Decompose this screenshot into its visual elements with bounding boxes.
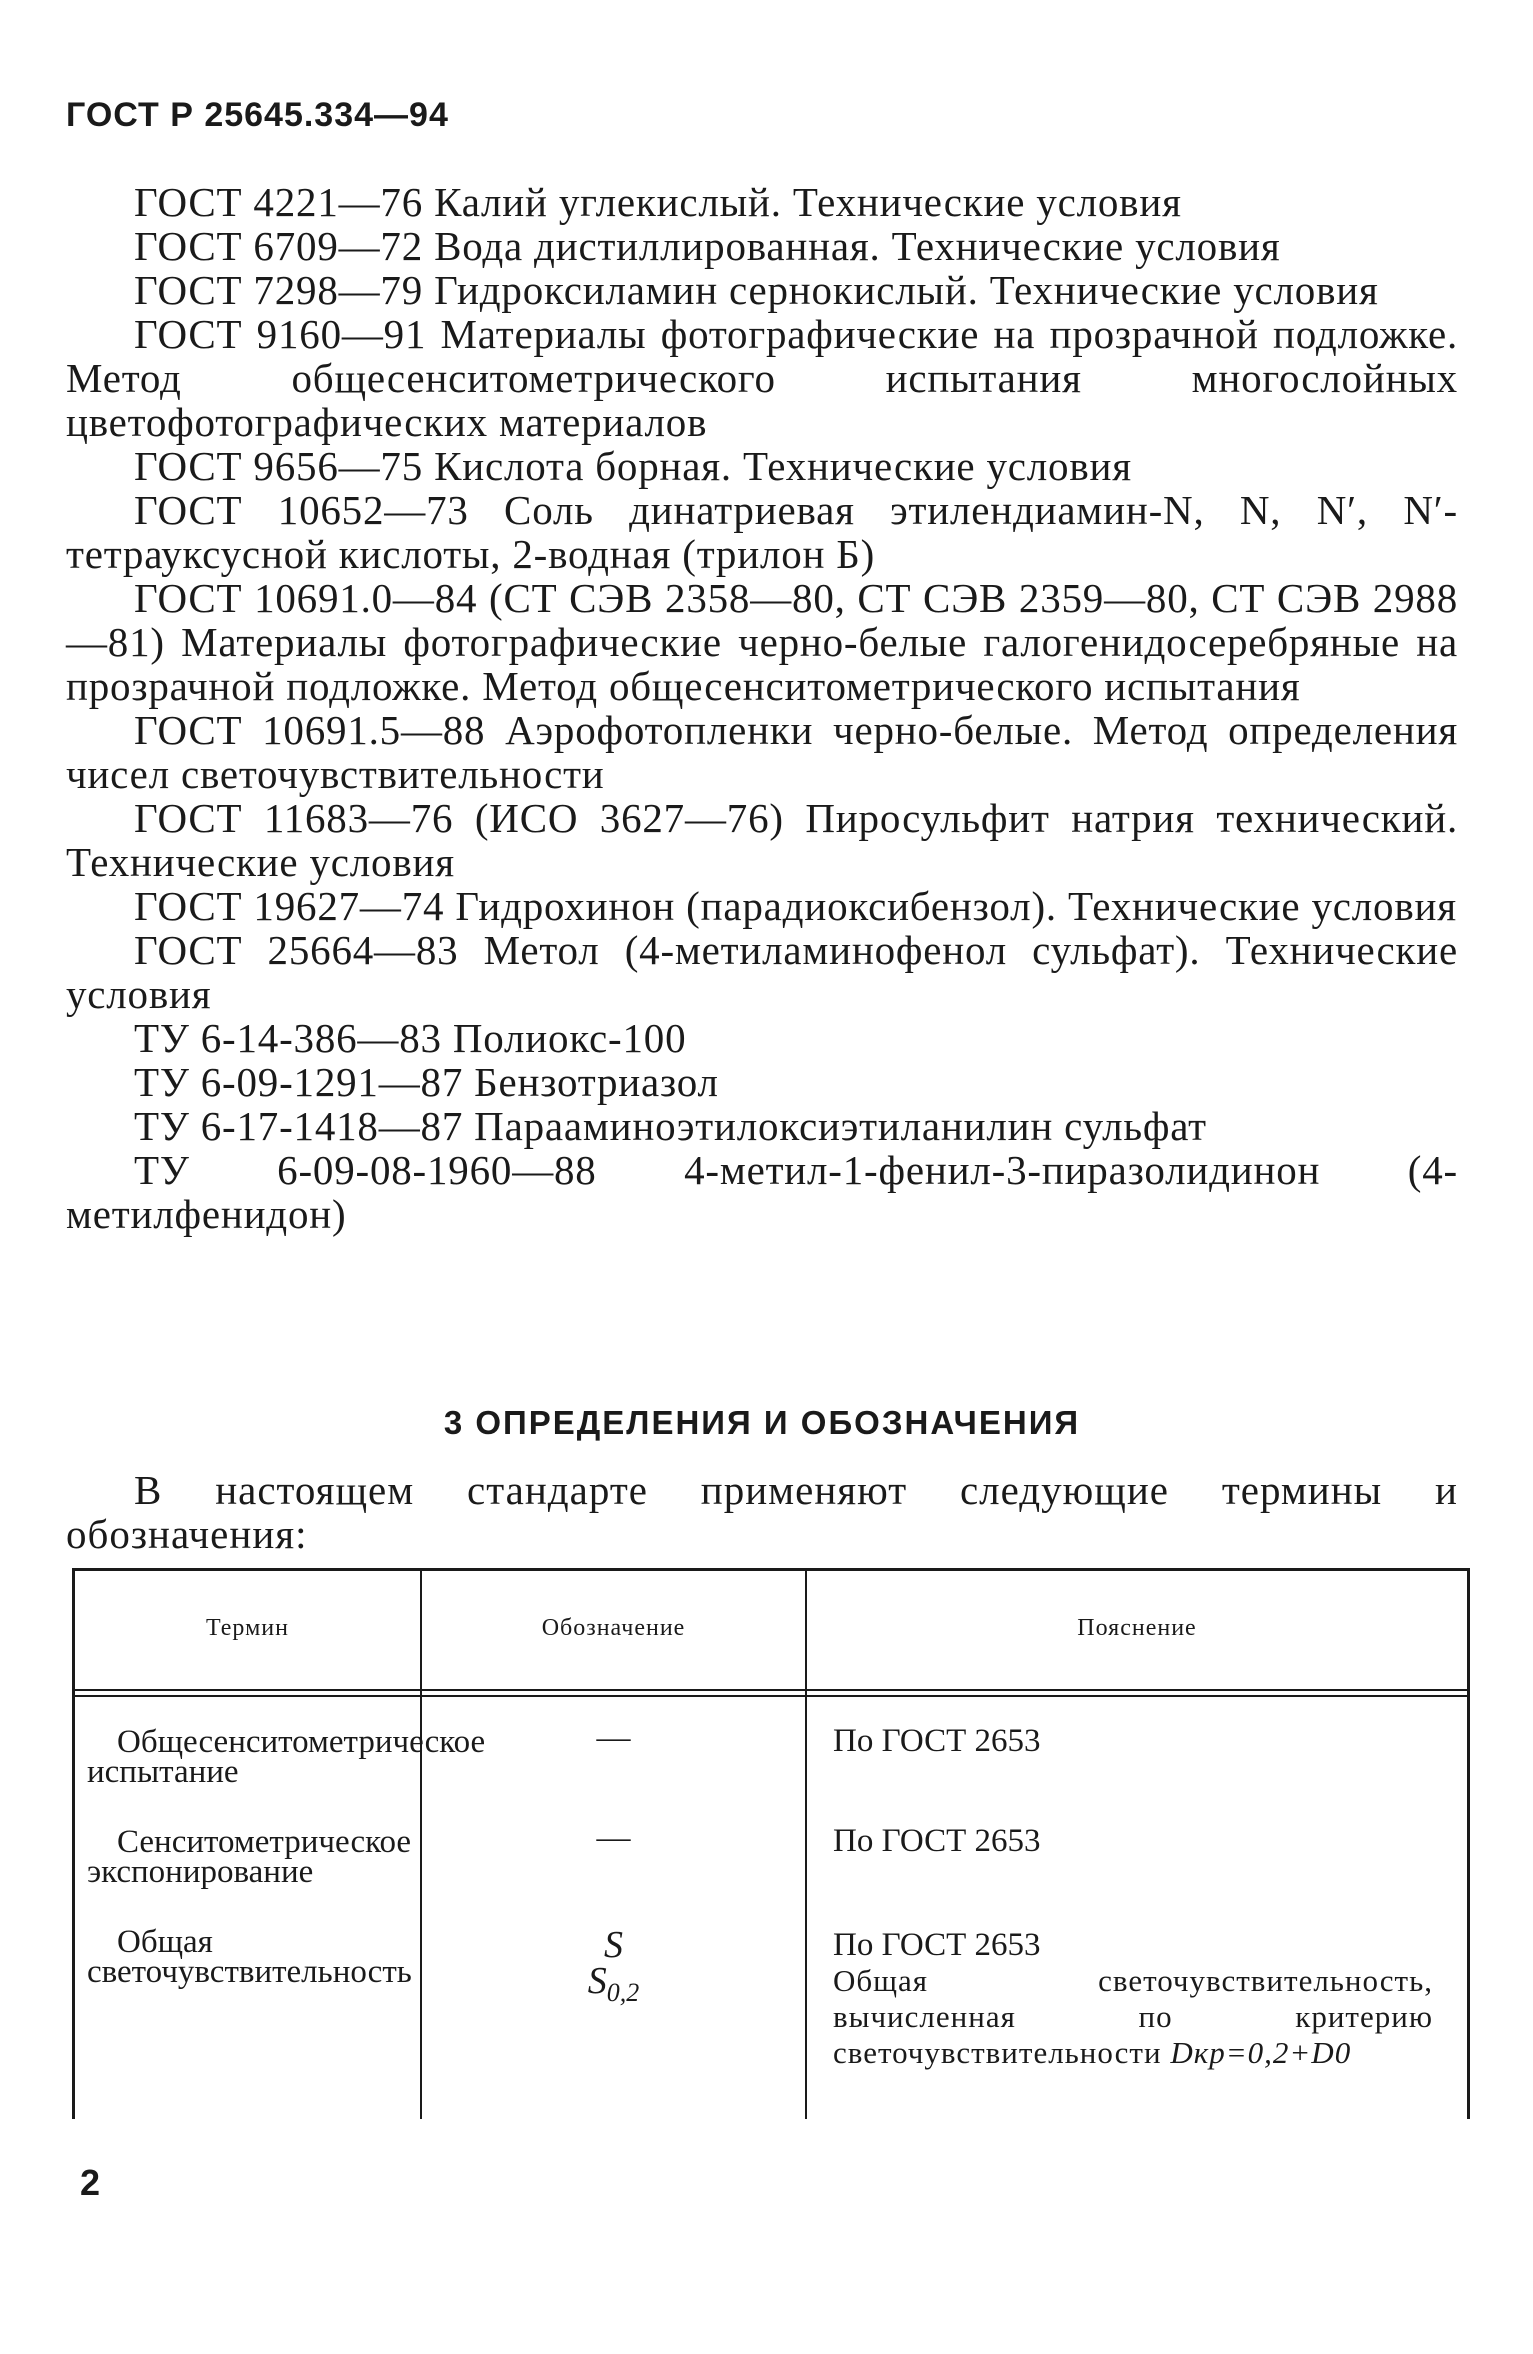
reference-item: ГОСТ 7298—79 Гидроксиламин сернокислый. Технические условия bbox=[134, 267, 1379, 313]
reference-item: ТУ 6-17-1418—87 Парааминоэтилоксиэтиланилин сульфат bbox=[134, 1103, 1207, 1149]
explanation-detail bbox=[833, 1963, 1433, 2071]
section-intro: В настоящем стандарте применяют следующие термины и обозначения: bbox=[66, 1467, 1458, 1557]
header-rule bbox=[75, 1695, 1467, 1697]
table-row-explanation: По ГОСТ 2653 bbox=[833, 1723, 1041, 1759]
symbol-s-subscript: 0,2 bbox=[606, 1978, 640, 2007]
table-row-term: Сенситометрическое экспонирование bbox=[87, 1824, 412, 1890]
table-row-symbols bbox=[422, 1924, 805, 2011]
page-number: 2 bbox=[80, 2162, 101, 2203]
reference-item: ГОСТ 9656—75 Кислота борная. Технические условия bbox=[134, 443, 1132, 489]
reference-item: ГОСТ 25664—83 Метол (4-метиламинофенол сульфат). Технические условия bbox=[66, 927, 1458, 1017]
table-row-symbol: — bbox=[596, 1719, 631, 1756]
symbol-s-02 bbox=[422, 1960, 805, 2011]
reference-item: ГОСТ 11683—76 (ИСО 3627—76) Пиросульфит натрия технический. Технические условия bbox=[66, 795, 1458, 885]
reference-item: ТУ 6-09-1291—87 Бензотриазол bbox=[134, 1059, 719, 1105]
reference-item: ГОСТ 4221—76 Калий углекислый. Технические условия bbox=[134, 179, 1182, 225]
reference-item: ГОСТ 19627—74 Гидрохинон (парадиоксибензол). Технические условия bbox=[134, 883, 1457, 929]
symbol-s: S bbox=[604, 1924, 623, 1966]
reference-item: ГОСТ 9160—91 Материалы фотографические на прозрачной подложке. Метод общесенситометрического испытания многослойных цветофотографических материалов bbox=[66, 311, 1458, 445]
page-header: ГОСТ Р 25645.334—94 bbox=[66, 96, 449, 134]
symbol-s-base: S bbox=[587, 1960, 607, 2002]
table-row-term: Общесенситометрическое испытание bbox=[87, 1724, 486, 1790]
references-list bbox=[66, 180, 1458, 1236]
table-row-explanation: По ГОСТ 2653 bbox=[833, 1823, 1041, 1859]
section-title: 3 ОПРЕДЕЛЕНИЯ И ОБОЗНАЧЕНИЯ bbox=[443, 1404, 1081, 1441]
table-row-explanation bbox=[833, 1927, 1433, 2071]
reference-item: ТУ 6-14-386—83 Полиокс-100 bbox=[134, 1015, 687, 1061]
explanation-detail-text: Общая светочувствительность, вычисленная по критерию светочувствительности bbox=[833, 1963, 1433, 2070]
table-row-term: Общая светочувствительность bbox=[87, 1924, 412, 1990]
reference-item: ГОСТ 6709—72 Вода дистиллированная. Технические условия bbox=[134, 223, 1281, 269]
header-symbol: Обозначение bbox=[541, 1615, 686, 1641]
reference-item: ТУ 6-09-08-1960—88 4-метил-1-фенил-3-пиразолидинон (4-метилфенидон) bbox=[66, 1147, 1458, 1237]
reference-item: ГОСТ 10691.0—84 (СТ СЭВ 2358—80, СТ СЭВ 2359—80, СТ СЭВ 2988—81) Материалы фотографические черно-белые галогенидосеребряные на прозрачной подложке. Метод общесенситометрического испытания bbox=[66, 575, 1458, 709]
reference-item: ГОСТ 10652—73 Соль динатриевая этилендиамин-N, N, N′, N′-тетрауксусной кислоты, 2-водная (трилон Б) bbox=[66, 487, 1458, 577]
header-rule bbox=[75, 1689, 1467, 1691]
header-term: Термин bbox=[206, 1615, 289, 1641]
terms-table bbox=[72, 1568, 1470, 2119]
explanation-ref: По ГОСТ 2653 bbox=[833, 1927, 1041, 1963]
header-explanation: Пояснение bbox=[1077, 1615, 1197, 1641]
explanation-formula: Dкр=0,2+D0 bbox=[1170, 2035, 1352, 2070]
reference-item: ГОСТ 10691.5—88 Аэрофотопленки черно-белые. Метод определения чисел светочувствительности bbox=[66, 707, 1458, 797]
table-row-symbol: — bbox=[596, 1819, 631, 1856]
